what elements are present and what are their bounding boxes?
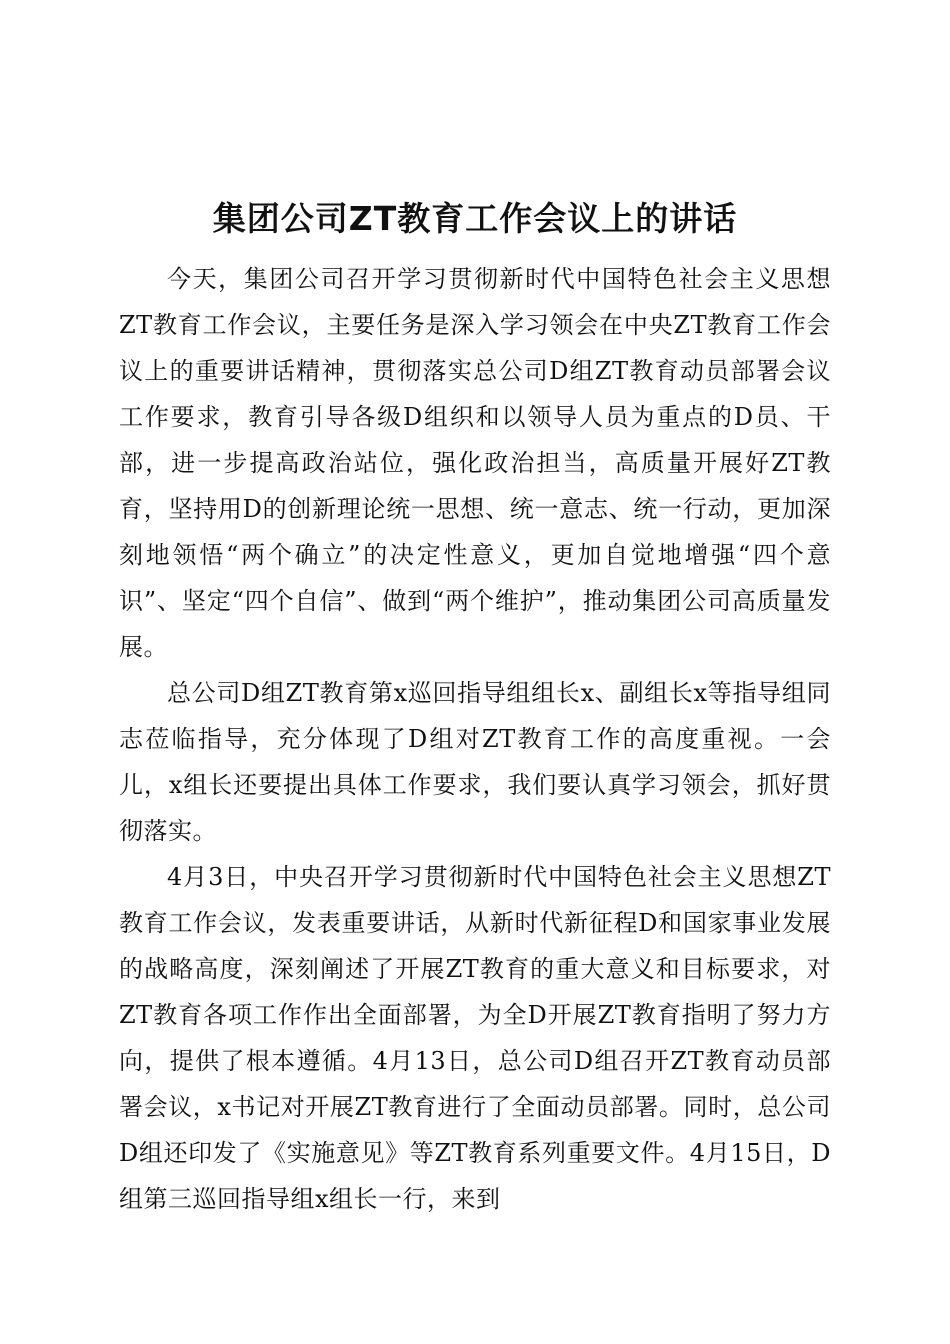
paragraph-3: 4月3日，中央召开学习贯彻新时代中国特色社会主义思想ZT教育工作会议，发表重要讲话，从新时代新征程D和国家事业发展的战略高度，深刻阐述了开展ZT教育的重大意义和目标要求，对ZT教育各项工作作出全面部署，为全D开展ZT教育指明了努力方向，提供了根本遵循。4月13日，总公司D组召开ZT教育动员部署会议，x书记对开展ZT教育进行了全面动员部署。同时，总公司D组还印发了《实施意见》等ZT教育系列重要文件。4月15日，D组第三巡回指导组x组长一行，来到: [119, 863, 831, 1213]
document-body: [119, 256, 831, 1222]
paragraph-1: 今天，集团公司召开学习贯彻新时代中国特色社会主义思想ZT教育工作会议，主要任务是深入学习领会在中央ZT教育工作会议上的重要讲话精神，贯彻落实总公司D组ZT教育动员部署会议工作要求，教育引导各级D组织和以领导人员为重点的D员、干部，进一步提高政治站位，强化政治担当，高质量开展好ZT教育，坚持用D的创新理论统一思想、统一意志、统一行动，更加深刻地领悟“两个确立”的决定性意义，更加自觉地增强“四个意识”、坚定“四个自信”、做到“两个维护”，推动集团公司高质量发展。: [119, 265, 831, 661]
document-title: 集团公司ZT教育工作会议上的讲话: [212, 199, 738, 238]
paragraph-2: 总公司D组ZT教育第x巡回指导组组长x、副组长x等指导组同志莅临指导，充分体现了D组对ZT教育工作的高度重视。一会儿，x组长还要提出具体工作要求，我们要认真学习领会，抓好贯彻落实。: [119, 679, 831, 845]
